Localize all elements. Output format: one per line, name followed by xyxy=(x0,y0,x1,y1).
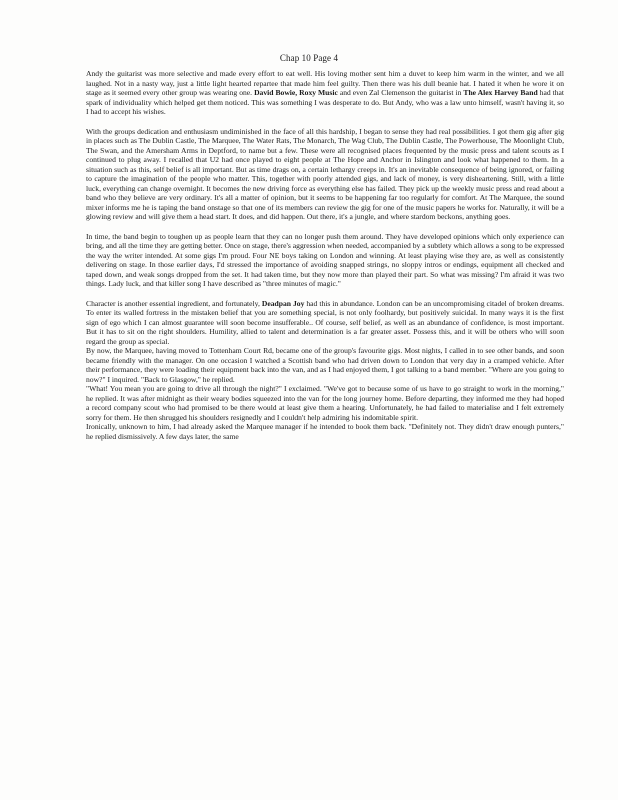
p1-text-b: and even Zal Clemenson the guitarist in xyxy=(337,88,464,97)
p1-text-a: Andy the guitarist was more selective and made every effort to eat well. His loving mother sent him a duvet to keep him warm in the winter, and we all laughed. Not in a nasty way, just a little light hearted repartee that made him feel guilty. Then there was his dull beanie hat. I hated it when he wore it on stage as it seemed every other group was wearing one. xyxy=(86,69,564,97)
paragraph-7: Ironically, unknown to him, I had already asked the Marquee manager if he intended to book them back. "Definitely not. They didn't draw enough punters," he replied dismissively. A few days later, the same xyxy=(86,422,564,441)
paragraph-6: "What! You mean you are going to drive all through the night?" I exclaimed. "We've got to because some of us have to go straight to work in the morning," he replied. It was after midnight as their weary bodies squeezed into the van for the long journey home. Before departing, they informed me they had hoped a record company scout who had promised to be there would at least give them a hearing. Unfortunately, he had failed to materialise and I felt extremely sorry for them. He then shrugged his shoulders resignedly and I couldn't help admiring his indomitable spirit. xyxy=(86,384,564,422)
body-text xyxy=(86,69,564,441)
paragraph-1 xyxy=(86,69,564,117)
p1-bold-alex-harvey: The Alex Harvey Band xyxy=(463,88,538,97)
paragraph-2: With the groups dedication and enthusiasm undiminished in the face of all this hardship, I began to sense they had real possibilities. I got them gig after gig in places such as The Dublin Castle, The Marquee, The Water Rats, The Monarch, The Wag Club, The Dublin Castle, The Powerhouse, The Moonlight Club, The Swan, and the Amersham Arms in Deptford, to name but a few. These were all recognised places frequented by the music press and talent scouts as I continued to plug away. I recalled that U2 had once played to eight people at The Hope and Anchor in Islington and look what happened to them. In a situation such as this, self belief is all important. But as time drags on, a certain lethargy creeps in. It's an inevitable consequence of being ignored, or failing to capture the imagination of the people who matter. This, together with poorly attended gigs, and lack of money, is very disheartening. Still, with a little luck, everything can change overnight. It becomes the new driving force as everything else has failed. They pick up the weekly music press and read about a band who they believe are very ordinary. It's all a matter of opinion, but it seems to be happening far too regularly for comfort. At The Marquee, the sound mixer informs me he is taping the band onstage so that one of its members can review the gig for one of the music papers he works for. Naturally, it will be a glowing review and will give them a head start. It does, and did happen. Out there, it's a jungle, and where stardom beckons, anything goes. xyxy=(86,126,564,221)
p4-text-b: had this in abundance. London can be an uncompromising citadel of broken dreams. To enter its walled fortress in the mistaken belief that you are something special, is not only foolhardy, but positively suicidal. In many ways it is the first sign of ego which I can almost guarantee will soon become insufferable.. Of course, self belief, as well as an abundance of confidence, is most important. But it has to sit on the right shoulders. Humility, allied to talent and determination is a far greater asset. Possess this, and it will be others who will soon regard the group as special. xyxy=(86,298,564,346)
p1-text-c: had that spark of individuality which helped get them noticed. This was something I was desperate to do. But Andy, who was a law unto himself, wasn't having it, so I had to accept his wishes. xyxy=(86,88,564,116)
p4-bold-deadpan-joy: Deadpan Joy xyxy=(261,298,305,308)
paragraph-4 xyxy=(86,299,564,347)
p4-text-a: Character is another essential ingredient, and fortunately, xyxy=(86,298,262,308)
page-header: Chap 10 Page 4 xyxy=(279,53,339,63)
paragraph-5: By now, the Marquee, having moved to Tottenham Court Rd, became one of the group's favourite gigs. Most nights, I called in to see other bands, and soon became friendly with the manager. On one occasion I watched a Scottish band who had driven down to London that very day in a cramped vehicle. After their performance, they were loading their equipment back into the van, and as I had enjoyed them, I got talking to a band member. "Where are you going to now?" I inquired. "Back to Glasgow," he replied. xyxy=(86,346,564,384)
paragraph-3: In time, the band begin to toughen up as people learn that they can no longer push them around. They have developed opinions which only experience can bring, and all the time they are getting better. Once on stage, there's aggression when needed, accompanied by a subtlety which allows a song to be expressed the way the writer intended. At some gigs I'm proud. Four NE boys taking on London and winning. At least playing wise they are, as well as consistently delivering on stage. In those earlier days, I'd stressed the importance of avoiding snapped strings, no sloppy intros or endings, equipment all checked and taped down, and weak songs dropped from the set. It had taken time, but they now more than played their part. So what was missing? I'm afraid it was two things. Lady luck, and that killer song I have described as "three minutes of magic." xyxy=(86,231,564,288)
p1-bold-bands: David Bowie, Roxy Music xyxy=(254,88,338,97)
